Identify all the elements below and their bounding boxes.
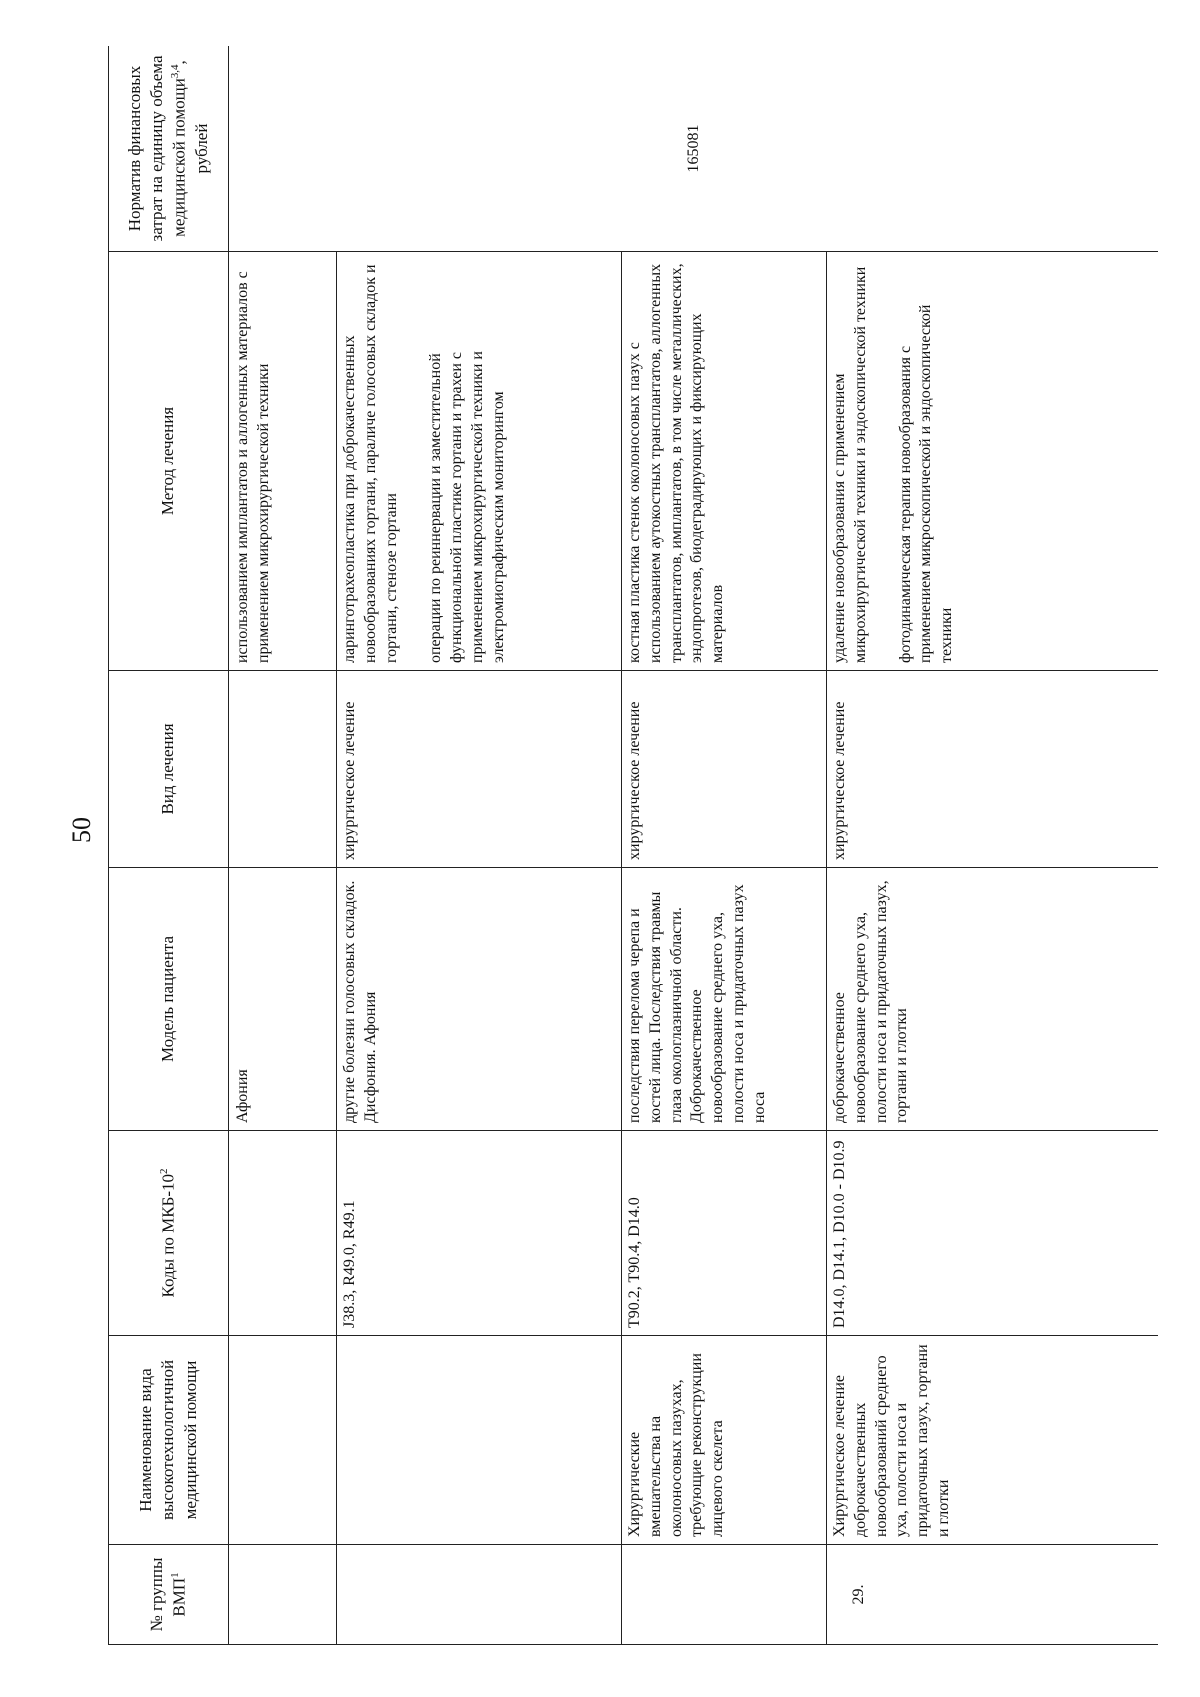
page-number: 50 <box>67 817 96 843</box>
cell-treatment-type: хирургическое лечение <box>337 671 622 868</box>
cell-treatment-type <box>229 671 337 868</box>
cell-group-no <box>337 1545 622 1645</box>
table-row <box>622 46 827 1645</box>
cell-icd-codes: J38.3, R49.0, R49.1 <box>337 1131 622 1336</box>
cell-treatment-method <box>827 252 1159 671</box>
cell-patient-model: Афония <box>229 868 337 1131</box>
method-item: ларинготрахеопластика при доброкачественных новообразованиях гортани, параличе голосовых складок и гортани, стенозе гортани <box>341 264 400 663</box>
cell-patient-model: другие болезни голосовых складок. Дисфония. Афония <box>337 868 622 1131</box>
rotated-table-wrapper <box>108 46 1158 1645</box>
cell-icd-codes: D14.0, D14.1, D10.0 - D10.9 <box>827 1131 1159 1336</box>
cell-type-name: Хирургические вмешательства на околоносовых пазухах, требующие реконструкции лицевого скелета <box>622 1336 827 1545</box>
header-row <box>109 46 229 1645</box>
method-item: фотодинамическая терапия новообразования с применением микроскопической и эндоскопической техники <box>896 304 956 663</box>
method-item: использованием имплантатов и аллогенных материалов с применением микрохирургической техники <box>234 271 272 663</box>
cell-patient-model: доброкачественное новообразование среднего уха, полости носа и придаточных пазух, гортани и глотки <box>827 868 1159 1131</box>
header-treatment-method: Метод лечения <box>109 252 229 671</box>
header-icd-codes: Коды по МКБ-$10^2$ <box>109 1131 229 1336</box>
table-row <box>337 46 622 1645</box>
cell-icd-codes <box>229 1131 337 1336</box>
cell-group-no: 29. <box>827 1545 1159 1645</box>
method-item: костная пластика стенок околоносовых пазух с использованием аутокостных трансплантатов, аллогенных трансплантатов, имплантатов, в том числе металлических, эндопротезов, биодеградирующих и фиксирующих материалов <box>626 263 727 663</box>
table-container <box>108 46 1158 1645</box>
header-group-no: № группы ВМП$^1$ <box>109 1545 229 1645</box>
header-cost-norm: Норматив финансовых затрат на единицу объема медицинской помощи$^{3,4}$, рублей <box>109 46 229 252</box>
cell-group-no <box>229 1545 337 1645</box>
cell-icd-codes: T90.2, T90.4, D14.0 <box>622 1131 827 1336</box>
header-patient-model: Модель пациента <box>109 868 229 1131</box>
vmp-table <box>108 46 1158 1645</box>
method-item: операции по реиннервации и заместительной функциональной пластике гортани и трахеи с применением микрохирургической техники и электромиографическим мониторингом <box>427 351 507 663</box>
table-row <box>229 46 337 1645</box>
table-row <box>827 46 1159 1645</box>
cell-treatment-method <box>229 252 337 671</box>
cell-group-no <box>622 1545 827 1645</box>
header-type-name: Наименование вида высокотехнологичной медицинской помощи <box>109 1336 229 1545</box>
cell-type-name <box>229 1336 337 1545</box>
cell-treatment-type: хирургическое лечение <box>827 671 1159 868</box>
cell-treatment-type: хирургическое лечение <box>622 671 827 868</box>
header-treatment-type: Вид лечения <box>109 671 229 868</box>
cell-cost-norm: 165081 <box>229 46 1159 252</box>
cell-type-name: Хирургическое лечение доброкачественных новообразований среднего уха, полости носа и придаточных пазух, гортани и глотки <box>827 1336 1159 1545</box>
cell-patient-model: последствия перелома черепа и костей лица. Последствия травмы глаза окологлазничной области. Доброкачественное новообразование среднего уха, полости носа и придаточных пазух носа <box>622 868 827 1131</box>
cell-type-name <box>337 1336 622 1545</box>
method-item: удаление новообразования с применением микрохирургической техники и эндоскопической техники <box>831 266 869 663</box>
cell-treatment-method <box>337 252 622 671</box>
cell-treatment-method <box>622 252 827 671</box>
